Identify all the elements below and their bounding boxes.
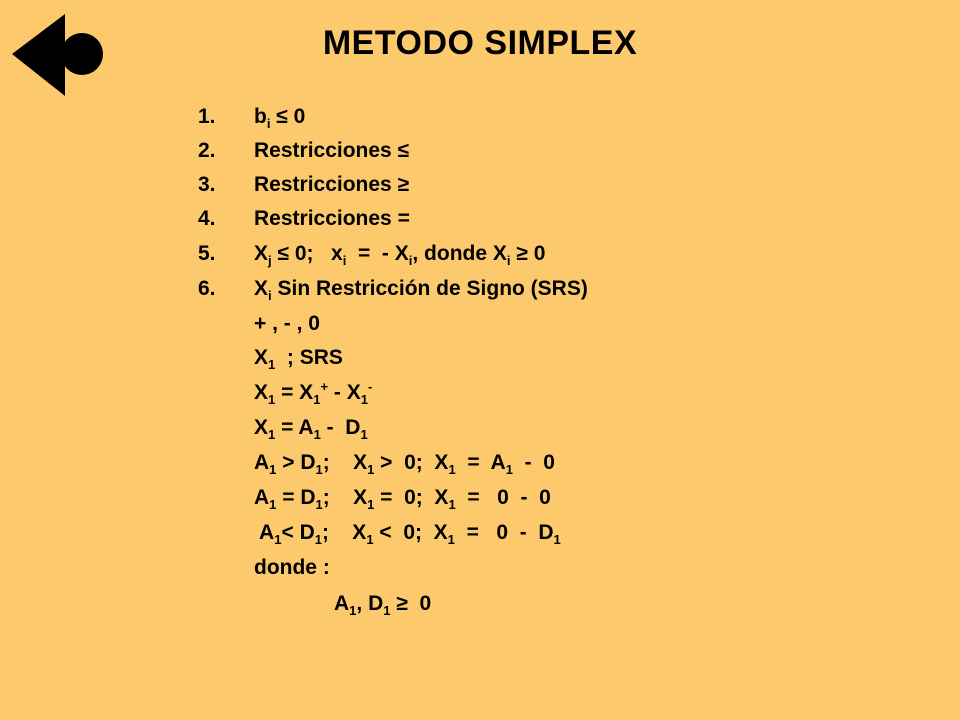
- line-x1-decomposition: $X_1 = X_1^+ - X_1^-$: [254, 379, 373, 407]
- list-number-6: 6.: [198, 277, 216, 300]
- line-case-less: $A_1< D_1$; $X_1 < 0$; $X_1 = 0 - D_1$: [254, 521, 561, 547]
- list-item-3: Restricciones ≥: [254, 173, 410, 196]
- list-number-3: 3.: [198, 173, 216, 196]
- list-item-2: Restricciones ≤: [254, 139, 410, 162]
- line-nonnegativity: $A_1$, $D_1 \ge 0$: [334, 592, 432, 618]
- page-title: METODO SIMPLEX: [322, 24, 638, 62]
- line-x1-a1-d1: $X_1 = A_1 - D_1$: [254, 416, 368, 442]
- list-number-2: 2.: [198, 139, 216, 162]
- list-number-4: 4.: [198, 207, 216, 230]
- line-case-greater: $A_1 > D_1$; $X_1 > 0$; $X_1 = A_1 - 0$: [254, 451, 555, 477]
- list-number-1: 1.: [198, 105, 216, 128]
- list-item-5: $X_j \le 0$; $x_i$ = - $X_i$, donde $X_i \ge 0$: [254, 242, 546, 268]
- line-donde: donde :: [254, 556, 330, 579]
- line-x1-srs: $X_1$ ; SRS: [254, 346, 343, 372]
- list-item-4: Restricciones =: [254, 207, 410, 230]
- list-item-6: $X_i$ Sin Restricción de Signo (SRS): [254, 277, 588, 303]
- line-case-equal: $A_1 = D_1$; $X_1 = 0$; $X_1 = 0 - 0$: [254, 486, 551, 512]
- list-item-1: $b_i \le 0$: [254, 105, 306, 131]
- list-number-5: 5.: [198, 242, 216, 265]
- line-signs: + , - , 0: [254, 312, 320, 335]
